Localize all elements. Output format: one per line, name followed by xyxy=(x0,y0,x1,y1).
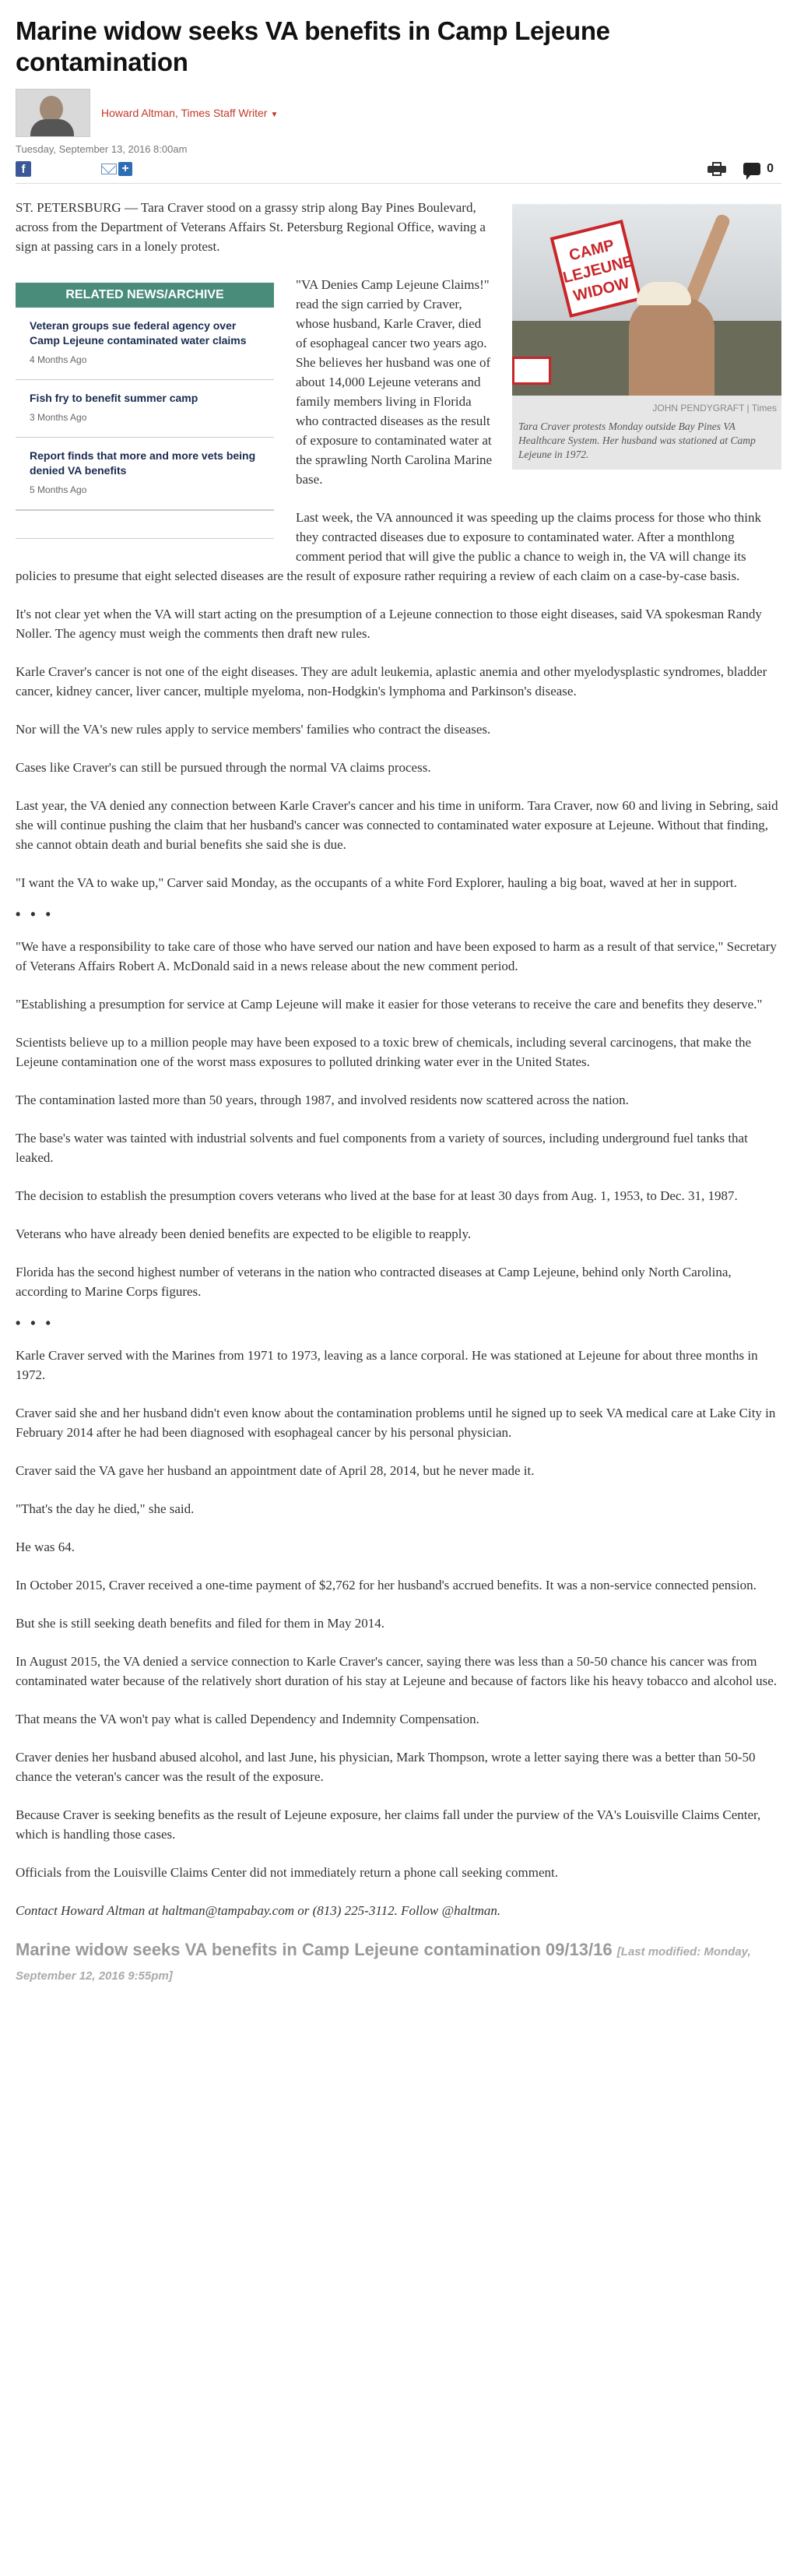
photo-caption: Tara Craver protests Monday outside Bay Pines VA Healthcare System. Her husband was stationed at Camp Lejeune in 1972. xyxy=(518,421,756,460)
paragraph: The contamination lasted more than 50 years, through 1987, and involved residents now scattered across the nation. xyxy=(16,1093,629,1107)
footer-title-text: Marine widow seeks VA benefits in Camp Lejeune contamination 09/13/16 xyxy=(16,1940,613,1959)
byline-row xyxy=(16,87,781,139)
comment-count[interactable]: 0 xyxy=(767,162,774,175)
related-item-title[interactable]: Veteran groups sue federal agency over Camp Lejeune contaminated water claims xyxy=(30,319,247,347)
paragraph: Karle Craver's cancer is not one of the eight diseases. They are adult leukemia, aplastic anemia and other myelodysplastic syndromes, bladder cancer, kidney cancer, liver cancer, multiple myeloma, non-Hodgkin's lymphoma and Parkinson's disease. xyxy=(16,664,767,699)
paragraph: ST. PETERSBURG — Tara Craver stood on a grassy strip along Bay Pines Boulevard, across from the Department of Veterans Affairs St. Petersburg Regional Office, waving a sign at passing cars in a lonely protest. xyxy=(16,200,486,254)
paragraph: "We have a responsibility to take care of those who have served our nation and have been exposed to harm as a result of that service," Secretary of Veterans Affairs Robert A. McDonald said in a news release about the new comment period. xyxy=(16,939,777,973)
paragraph: Nor will the VA's new rules apply to service members' families who contract the diseases. xyxy=(16,722,491,737)
paragraph: Last week, the VA announced it was speeding up the claims process for those who think they contracted diseases due to exposure to contaminated water. After a monthlong comment period that will give the public a chance to weigh in, the VA will change its policies to presume that eight selected diseases are the result of exposure rather requiring a review of each claim on a case-by-case basis. xyxy=(16,510,762,583)
paragraph: But she is still seeking death benefits and filed for them in May 2014. xyxy=(16,1616,385,1631)
share-plus-icon[interactable]: + xyxy=(118,162,132,176)
related-news-box xyxy=(16,283,274,539)
paragraph: In August 2015, the VA denied a service connection to Karle Craver's cancer, saying there was less than a 50-50 chance his cancer was from contaminated water because of the relatively short duration of his stay at Lejeune and because of factors like his heavy tobacco and alcohol use. xyxy=(16,1654,778,1688)
footer-title xyxy=(16,1939,781,1987)
related-item[interactable] xyxy=(16,308,274,380)
related-item-age: 4 Months Ago xyxy=(30,354,87,365)
section-divider: • • • xyxy=(16,1315,54,1331)
related-item-title[interactable]: Fish fry to benefit summer camp xyxy=(30,392,198,404)
paragraph: Craver denies her husband abused alcohol, and last June, his physician, Mark Thompson, wrote a letter saying there was a better than 50-50 chance the veteran's cancer was the result of the exposure. xyxy=(16,1750,756,1784)
lead-photo[interactable] xyxy=(512,204,781,396)
paragraph: The decision to establish the presumption covers veterans who lived at the base for at least 30 days from Aug. 1, 1953, to Dec. 31, 1987. xyxy=(16,1188,738,1203)
caret-down-icon[interactable]: ▼ xyxy=(270,111,279,119)
paragraph: "Establishing a presumption for service at Camp Lejeune will make it easier for those veterans to receive the care and benefits they deserve." xyxy=(16,997,763,1012)
email-icon[interactable] xyxy=(101,164,117,174)
paragraph: Scientists believe up to a million people may have been exposed to a toxic brew of chemicals, including several carcinogens, that make the Lejeune contamination one of the worst mass exposures to polluted drinking water ever in the United States. xyxy=(16,1035,752,1069)
article-tools xyxy=(707,162,774,176)
headline: Marine widow seeks VA benefits in Camp Lejeune contamination xyxy=(16,16,610,76)
paragraph: Because Craver is seeking benefits as the result of Lejeune exposure, her claims fall under the purview of the VA's Louisville Claims Center, which is handling those cases. xyxy=(16,1807,761,1842)
paragraph: "That's the day he died," she said. xyxy=(16,1501,195,1516)
facebook-icon[interactable]: f xyxy=(16,161,31,177)
paragraph: Veterans who have already been denied benefits are expected to be eligible to reapply. xyxy=(16,1226,472,1241)
publish-date: Tuesday, September 13, 2016 8:00am xyxy=(16,143,188,155)
related-item[interactable] xyxy=(16,380,274,438)
paragraph: Craver said she and her husband didn't even know about the contamination problems until he signed up to seek VA medical care at Lake City in February 2014 after he had been diagnosed with esophageal cancer by his personal physician. xyxy=(16,1406,776,1440)
related-item-title[interactable]: Report finds that more and more vets being denied VA benefits xyxy=(30,449,256,477)
paragraph: That means the VA won't pay what is called Dependency and Indemnity Compensation. xyxy=(16,1712,479,1726)
last-modified: [Last modified: Monday, September 12, 2016 9:55pm] xyxy=(16,1945,751,1983)
article-body xyxy=(16,198,781,1920)
author-byline[interactable] xyxy=(101,107,278,119)
paragraph: He was 64. xyxy=(16,1540,75,1554)
contact-line: Contact Howard Altman at haltman@tampabay.com or (813) 225-3112. Follow @haltman. xyxy=(16,1903,501,1918)
paragraph: It's not clear yet when the VA will start acting on the presumption of a Lejeune connection to those eight diseases, said VA spokesman Randy Noller. The agency must weigh the comments then draft new rules. xyxy=(16,607,762,641)
share-toolbar xyxy=(16,159,781,184)
paragraph: "VA Denies Camp Lejeune Claims!" read the sign carried by Craver, whose husband, Karle Craver, died of esophageal cancer two years ago. She believes her husband was one of about 14,000 Lejeune veterans and family members living in Florida who contracted diseases as the result of exposure to contaminated water at the sprawling North Carolina Marine base. xyxy=(296,277,493,487)
paragraph: Florida has the second highest number of veterans in the nation who contracted diseases at Camp Lejeune, behind only North Carolina, according to Marine Corps figures. xyxy=(16,1265,732,1299)
paragraph: Officials from the Louisville Claims Center did not immediately return a phone call seeking comment. xyxy=(16,1865,558,1880)
author-photo xyxy=(16,89,90,137)
related-item[interactable] xyxy=(16,438,274,510)
paragraph: Craver said the VA gave her husband an appointment date of April 28, 2014, but he never made it. xyxy=(16,1463,535,1478)
section-divider: • • • xyxy=(16,906,54,922)
author-name[interactable]: Howard Altman, Times Staff Writer xyxy=(101,107,268,119)
paragraph: In October 2015, Craver received a one-time payment of $2,762 for her husband's accrued benefits. It was a non-service connected pension. xyxy=(16,1578,757,1592)
related-news-header: RELATED NEWS/ARCHIVE xyxy=(16,283,274,308)
comment-icon[interactable] xyxy=(743,163,760,175)
related-item-age: 3 Months Ago xyxy=(30,412,87,423)
paragraph: Karle Craver served with the Marines from 1971 to 1973, leaving as a lance corporal. He was stationed at Lejeune for about three months in 1972. xyxy=(16,1348,758,1382)
photo-credit: JOHN PENDYGRAFT | Times xyxy=(652,403,777,413)
paragraph: "I want the VA to wake up," Carver said Monday, as the occupants of a white Ford Explorer, hauling a big boat, waved at her in support. xyxy=(16,875,737,890)
print-icon[interactable] xyxy=(707,162,726,176)
related-item-age: 5 Months Ago xyxy=(30,484,87,495)
protest-sign-text: CAMP LEJEUNE WIDOW xyxy=(561,236,635,305)
lead-photo-box xyxy=(512,204,781,470)
paragraph: Last year, the VA denied any connection between Karle Craver's cancer and his time in uniform. Tara Craver, now 60 and living in Sebring, said she will continue pushing the claim that her husband's cancer was connected to contaminated water exposure at Lejeune. Without that finding, she cannot obtain death and burial benefits she said she is due. xyxy=(16,798,778,852)
paragraph: The base's water was tainted with industrial solvents and fuel components from a variety of sources, including underground fuel tanks that leaked. xyxy=(16,1131,748,1165)
paragraph: Cases like Craver's can still be pursued through the normal VA claims process. xyxy=(16,760,431,775)
